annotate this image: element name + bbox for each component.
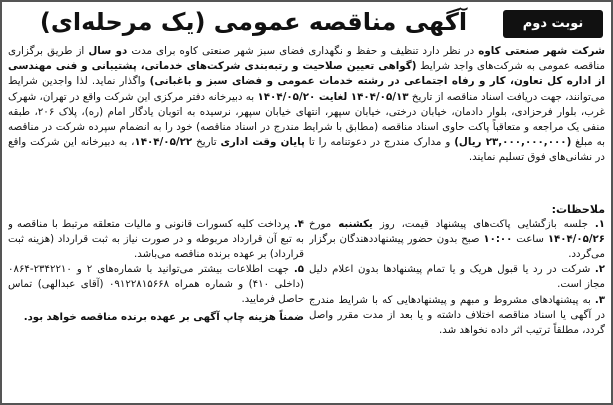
note-item: ۴. پرداخت کلیه کسورات قانونی و مالیات متعلقه مرتبط با مناقصه و به تبع آن قرارداد مربوطه و در صورت نیاز به ثبت قرارداد (هزینه ثبت قرارداد) بر عهده برنده مناقصه می‌باشد. bbox=[8, 219, 304, 260]
contract-duration: دو سال bbox=[88, 45, 128, 57]
date-to: ۱۴۰۴/۰۵/۲۰ bbox=[257, 90, 316, 103]
notes-column-right bbox=[309, 218, 605, 394]
notes-columns bbox=[8, 218, 605, 394]
notice-body: شرکت شهر صنعتی کاوه در نظر دارد تنظیف و حفظ و نگهداری فضای سبز شهر صنعتی کاوه برای مدت دو سال از طریق برگزاری مناقصه عمومی به شرکت‌های واجد شرایط (گواهی تعیین صلاحیت و رتبه‌بندی شرکت‌های خدماتی، پشتیبانی و فنی مهندسی از اداره کل تعاون، کار و رفاه اجتماعی در رشته خدمات عمومی و فضای سبز و باغبانی) واگذار نماید. لذا واجدین شرایط می‌توانند، جهت دریافت اسناد مناقصه از تاریخ ۱۴۰۴/۰۵/۱۳ لغایت ۱۴۰۴/۰۵/۲۰ به دبیرخانه دفتر مرکزی این شرکت واقع در تهران، شهرک غرب، بلوار فرحزادی، بلوار دادمان، خیابان درختی، خیابان سپهر، انتهای خیابان سپهر، نرسیده به اتوبان یادگار امام (ره)، پلاک ۲۰۶، طبقه منفی یک مراجعه و متعاقباً پاکت حاوی اسناد مناقصه (مطابق با شرایط مندرج در اسناد مناقصه) خود را به انضمام سپرده شرکت در مناقصه به مبلغ (۲۳,۰۰۰,۰۰۰,۰۰۰ ریال) و مدارک مندرج در دعوتنامه را تا پایان وقت اداری تاریخ ۱۴۰۴/۰۵/۲۲، به دبیرخانه این شرکت واقع در نشانی‌های فوق تسلیم نمایند. bbox=[8, 45, 605, 164]
note-item: ۲. شرکت در رد یا قبول هریک و یا تمام پیشنهادها بدون اعلام دلیل مجاز است. bbox=[309, 264, 605, 291]
notice-title: آگهی مناقصه عمومی (یک مرحله‌ای) bbox=[39, 8, 468, 36]
date-from: ۱۴۰۴/۰۵/۱۳ bbox=[350, 90, 409, 103]
note-item: ۳. به پیشنهادهای مشروط و مبهم و پیشنهادهایی که با شرایط مندرج در آگهی یا اسناد مناقصه اختلاف داشته و یا بعد از مدت مقرر واصل گردد، مطلقاً ترتیب اثر داده نخواهد شد. bbox=[309, 294, 605, 336]
notes-column-left bbox=[8, 218, 304, 394]
deposit-amount: (۲۳,۰۰۰,۰۰۰,۰۰۰ ریال) bbox=[454, 136, 572, 149]
footnote: ضمناً هزینه چاپ آگهی بر عهده برنده مناقصه خواهد بود. bbox=[23, 311, 304, 323]
deadline-label: پایان وقت اداری bbox=[220, 136, 305, 149]
qualification-requirement: (گواهی تعیین صلاحیت و رتبه‌بندی شرکت‌های خدماتی، پشتیبانی و فنی مهندسی از اداره کل تعاون، کار و رفاه اجتماعی در رشته خدمات عمومی و فضای سبز و باغبانی) bbox=[8, 60, 605, 88]
round-badge: نوبت دوم bbox=[503, 10, 603, 38]
note-item: ۵. جهت اطلاعات بیشتر می‌توانید با شماره‌های ۲ و ۲۳۴۲۲۱۰-۰۸۶۴ (داخلی ۴۱۰) و شماره همراه ۰۹۱۲۲۸۱۵۶۶۸ (آقای عبدالهی) تماس حاصل فرمایید. bbox=[8, 264, 304, 305]
notice-header bbox=[8, 6, 605, 44]
deadline-date: ۱۴۰۴/۰۵/۲۲ bbox=[134, 136, 193, 149]
note-item: ۱. جلسه بازگشایی پاکت‌های پیشنهاد قیمت، روز یکشنبه مورخ ۱۴۰۴/۰۵/۲۶ ساعت ۱۰:۰۰ صبح بدون حضور پیشنهاددهندگان برگزار می‌گردد. bbox=[309, 219, 605, 260]
notes-title: ملاحظات: bbox=[551, 203, 605, 216]
company-name: شرکت شهر صنعتی کاوه bbox=[478, 45, 605, 57]
